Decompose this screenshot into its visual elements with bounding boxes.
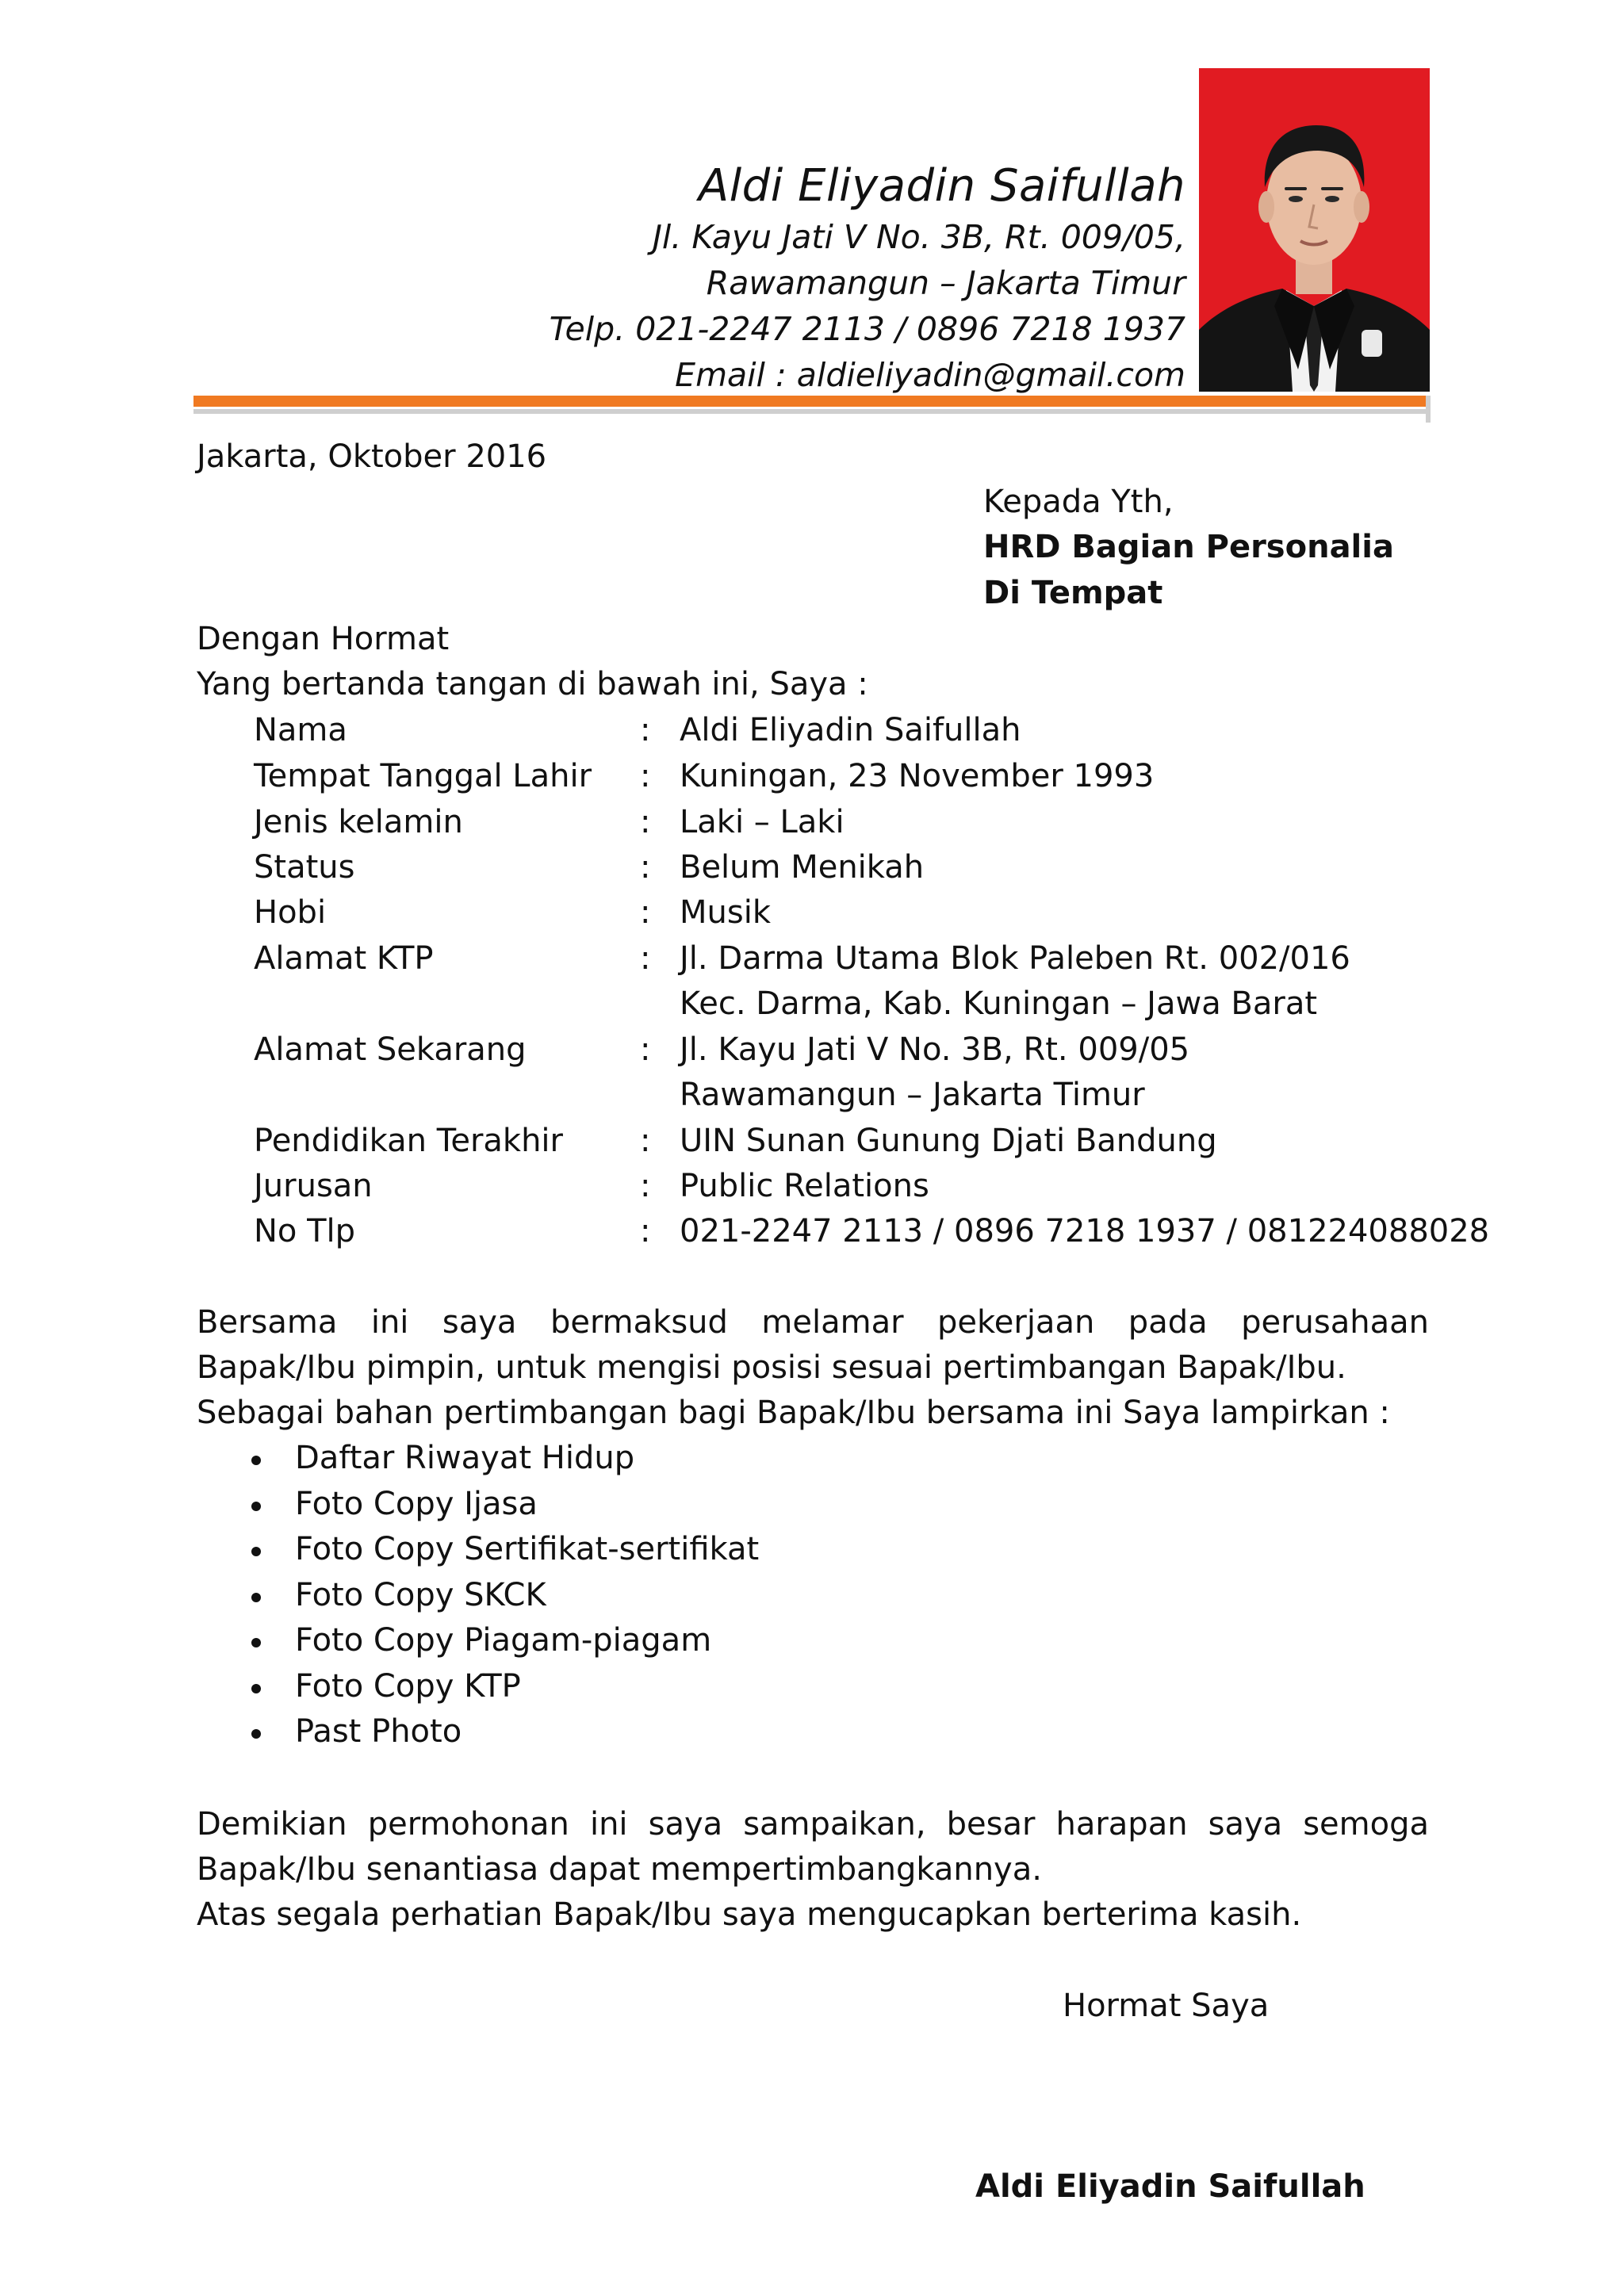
field-colon: : <box>640 1213 651 1249</box>
sign-off: Hormat Saya <box>1063 1988 1270 2024</box>
field-label: Jurusan <box>254 1168 373 1204</box>
header-divider-orange <box>193 396 1431 407</box>
application-paragraph: Bersama ini saya bermaksud melamar pekerjaan pada perusahaan Bapak/Ibu pimpin, untuk mengisi posisi sesuai pertimbangan Bapak/Ibu. <box>197 1304 1429 1386</box>
thanks-line: Atas segala perhatian Bapak/Ibu saya mengucapkan berterima kasih. <box>197 1896 1302 1933</box>
field-value: Belum Menikah <box>680 849 925 886</box>
intro-line: Yang bertanda tangan di bawah ini, Saya : <box>197 666 868 702</box>
field-value-continued: Kec. Darma, Kab. Kuningan – Jawa Barat <box>680 985 1318 1022</box>
field-label: Nama <box>254 712 347 748</box>
address-line-2: Rawamangun – Jakarta Timur <box>706 264 1185 302</box>
field-label: Status <box>254 849 355 886</box>
field-colon: : <box>640 940 651 977</box>
field-value: Laki – Laki <box>680 804 845 840</box>
field-value: 021-2247 2113 / 0896 7218 1937 / 081224088028 <box>680 1213 1490 1249</box>
portrait-illustration <box>1199 68 1430 392</box>
place-date: Jakarta, Oktober 2016 <box>197 438 547 475</box>
field-label: Alamat KTP <box>254 940 434 977</box>
field-label: Pendidikan Terakhir <box>254 1123 563 1159</box>
field-label: No Tlp <box>254 1213 356 1249</box>
bullet-icon <box>251 1638 261 1647</box>
field-label: Tempat Tanggal Lahir <box>254 758 592 794</box>
letter-page: Aldi Eliyadin Saifullah Jl. Kayu Jati V No. 3B, Rt. 009/05, Rawamangun – Jakarta Timur Telp. 021-2247 2113 / 0896 7218 1937 Email : aldieliyadin@gmail.com Jakarta, Oktober 2016 Kepada Yth, HRD Bagian Personalia Di Tempat Dengan Hormat Yang bertanda tangan di bawah ini, Saya : Nama : Aldi Eliyadin Saifullah Tempat Tanggal Lahir : Kuningan, 23 November 1993 Jenis kelamin : Laki – Laki Status : Belum Menikah Hobi : Musik Alamat KTP : Jl. Darma Utama Blok Paleben Rt. 002/016 Kec. Darma, Kab. Kuningan – Jawa Barat Alamat Sekarang : Jl. Kayu Jati V No. 3B, Rt. 009/05 Rawamangun – Jakarta Timur Pendidikan Terakhir : UIN Sunan Gunung Djati Bandung Jurusan : Public Relations No Tlp : 021-2247 2113 / 0896 7218 1937 / 081224088028 Bersama ini saya bermaksud melamar pekerjaan pada perusahaan Bapak/Ibu pimpin, untuk mengisi posisi sesuai pertimbangan Bapak/Ibu. Sebagai bahan pertimbangan bagi Bapak/Ibu bersama ini Saya lampirkan : Daftar Riwayat Hidup Foto Copy Ijasa Foto Copy Sertifikat-sertifikat Foto Copy SKCK Foto Copy Piagam-piagam Foto Copy KTP Past Photo Demikian permohonan ini saya sampaikan, besar harapan saya semoga Bapak/Ibu senantiasa dapat mempertimbangkannya. Atas segala perhatian Bapak/Ibu saya mengucapkan berterima kasih. Hormat Saya Aldi Eliyadin Saifullah <box>0 0 1624 2296</box>
bullet-icon <box>251 1729 261 1739</box>
opening-salutation: Dengan Hormat <box>197 621 450 657</box>
phone-line: Telp. 021-2247 2113 / 0896 7218 1937 <box>549 310 1185 348</box>
recipient-location: Di Tempat <box>983 575 1163 611</box>
bullet-icon <box>251 1684 261 1693</box>
attachments-intro: Sebagai bahan pertimbangan bagi Bapak/Ibu bersama ini Saya lampirkan : <box>197 1395 1390 1431</box>
field-colon: : <box>640 804 651 840</box>
letterhead <box>550 159 1185 398</box>
recipient-department: HRD Bagian Personalia <box>983 529 1394 565</box>
email-line: Email : aldieliyadin@gmail.com <box>675 356 1185 394</box>
field-value: Kuningan, 23 November 1993 <box>680 758 1155 794</box>
field-colon: : <box>640 1123 651 1159</box>
field-value: Aldi Eliyadin Saifullah <box>680 712 1021 748</box>
closing-paragraph: Demikian permohonan ini saya sampaikan, besar harapan saya semoga Bapak/Ibu senantiasa dapat mempertimbangkannya. <box>197 1806 1429 1888</box>
header-divider-shadow-edge <box>1426 396 1431 423</box>
field-value: Jl. Kayu Jati V No. 3B, Rt. 009/05 <box>680 1031 1190 1068</box>
header-divider-shadow <box>193 409 1431 414</box>
applicant-name-heading: Aldi Eliyadin Saifullah <box>698 160 1185 212</box>
field-colon: : <box>640 1031 651 1068</box>
address-line-1: Jl. Kayu Jati V No. 3B, Rt. 009/05, <box>652 218 1185 256</box>
signature-name: Aldi Eliyadin Saifullah <box>975 2168 1365 2205</box>
field-label: Hobi <box>254 894 327 931</box>
field-value: Musik <box>680 894 771 931</box>
field-value: Jl. Darma Utama Blok Paleben Rt. 002/016 <box>680 940 1350 977</box>
bullet-icon <box>251 1502 261 1511</box>
field-value-continued: Rawamangun – Jakarta Timur <box>680 1077 1145 1113</box>
field-colon: : <box>640 894 651 931</box>
field-colon: : <box>640 1168 651 1204</box>
field-value: UIN Sunan Gunung Djati Bandung <box>680 1123 1217 1159</box>
field-value: Public Relations <box>680 1168 929 1204</box>
applicant-photo <box>1199 68 1430 392</box>
field-colon: : <box>640 712 651 748</box>
bullet-icon <box>251 1593 261 1602</box>
field-label: Jenis kelamin <box>254 804 463 840</box>
field-colon: : <box>640 758 651 794</box>
bullet-icon <box>251 1547 261 1556</box>
bullet-icon <box>251 1456 261 1465</box>
field-colon: : <box>640 849 651 886</box>
recipient-greeting: Kepada Yth, <box>983 484 1174 520</box>
field-label: Alamat Sekarang <box>254 1031 527 1068</box>
